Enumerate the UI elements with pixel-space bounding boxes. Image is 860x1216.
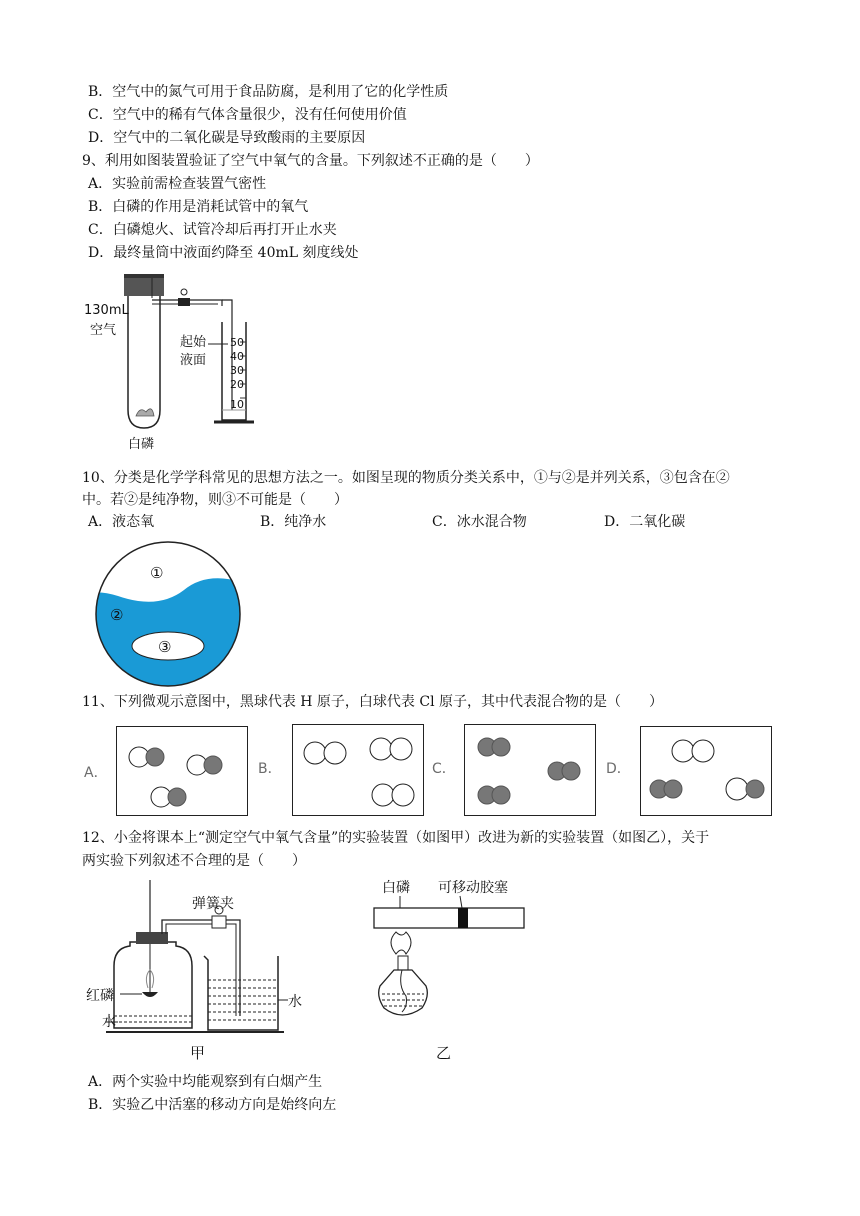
q12-option-a: A．两个实验中均能观察到有白烟产生 xyxy=(88,1074,323,1090)
glass-tube xyxy=(374,908,524,928)
scale-50: 50 xyxy=(230,336,244,349)
q11-label-d: D． xyxy=(606,761,631,777)
white-phosphorus-sample xyxy=(136,409,154,416)
q11-box-c xyxy=(464,724,596,816)
q11-stem: 11、下列微观示意图中，黑球代表 H 原子，白球代表 Cl 原子，其中代表混合物的是（ ） xyxy=(82,694,664,710)
q10-option-a: A．液态氧 xyxy=(88,514,155,530)
volume-label: 130mL xyxy=(84,303,129,318)
red-phosphorus-label: 红磷 xyxy=(86,988,114,1004)
q12-stem-line1: 12、小金将课本上“测定空气中氧气含量”的实验装置（如图甲）改进为新的实验装置（如图乙），关于 xyxy=(82,830,710,846)
option-d-prev: D．空气中的二氧化碳是导致酸雨的主要原因 xyxy=(88,130,366,146)
beaker xyxy=(204,956,278,1030)
q9-option-b: B．白磷的作用是消耗试管中的氧气 xyxy=(88,199,309,215)
start-level-label-2: 液面 xyxy=(180,353,207,368)
region-3-label: ③ xyxy=(158,638,172,656)
flame xyxy=(391,932,411,954)
q11-box-b xyxy=(292,724,424,816)
scale-40: 40 xyxy=(230,350,244,363)
phosphorus-label: 白磷 xyxy=(128,437,155,452)
q9-option-c: C．白磷熄火、试管冷却后再打开止水夹 xyxy=(88,222,337,238)
q10-option-d: D．二氧化碳 xyxy=(604,514,686,530)
q12-figure-yi xyxy=(362,876,532,1062)
option-b-prev: B．空气中的氮气可用于食品防腐，是利用了它的化学性质 xyxy=(88,84,449,100)
q10-classification-diagram xyxy=(88,540,248,688)
q9-option-a: A．实验前需检查装置气密性 xyxy=(88,176,267,192)
region-1-label: ① xyxy=(150,564,164,582)
alcohol-lamp xyxy=(379,970,428,1015)
spring-clamp-label: 弹簧夹 xyxy=(192,896,234,912)
scale-30: 30 xyxy=(230,364,244,377)
air-label: 空气 xyxy=(90,323,117,338)
figure-jia-caption: 甲 xyxy=(190,1044,206,1062)
bottle-stopper xyxy=(136,932,168,944)
scale-20: 20 xyxy=(230,378,244,391)
q11-label-c: C． xyxy=(432,761,456,777)
q11-box-a xyxy=(116,726,248,816)
movable-plug-label: 可移动胶塞 xyxy=(438,880,508,896)
movable-plug xyxy=(458,908,468,928)
q12-figure-jia xyxy=(84,876,304,1062)
q10-option-b: B．纯净水 xyxy=(260,514,327,530)
region-2-label: ② xyxy=(110,606,124,624)
q10-option-c: C．冰水混合物 xyxy=(432,514,527,530)
q11-label-b: B． xyxy=(258,761,282,777)
q9-stem: 9、利用如图装置验证了空气中氧气的含量。下列叙述不正确的是（ ） xyxy=(82,153,539,169)
water-clamp xyxy=(178,298,190,306)
q9-option-d: D．最终量筒中液面约降至 40mL 刻度线处 xyxy=(88,245,359,261)
q11-label-a: A． xyxy=(84,765,108,781)
q12-option-b: B．实验乙中活塞的移动方向是始终向左 xyxy=(88,1097,337,1113)
q12-stem-line2: 两实验下列叙述不合理的是（ ） xyxy=(82,853,306,869)
q9-apparatus-figure xyxy=(82,270,262,460)
q11-box-d xyxy=(640,726,772,816)
start-level-label-1: 起始 xyxy=(180,335,207,350)
figure-yi-caption: 乙 xyxy=(436,1044,452,1062)
water-label-beaker: 水 xyxy=(288,994,302,1010)
water-label-bottle: 水 xyxy=(102,1014,116,1030)
q10-stem-line1: 10、分类是化学学科常见的思想方法之一。如图呈现的物质分类关系中，①与②是并列关系，③包含在② xyxy=(82,470,730,486)
test-tube xyxy=(128,296,160,428)
scale-10: 10 xyxy=(230,398,244,411)
option-c-prev: C．空气中的稀有气体含量很少，没有任何使用价值 xyxy=(88,107,407,123)
white-phosphorus-label: 白磷 xyxy=(382,880,410,896)
q10-stem-line2: 中。若②是纯净物，则③不可能是（ ） xyxy=(82,492,348,508)
spring-clamp xyxy=(212,916,226,928)
